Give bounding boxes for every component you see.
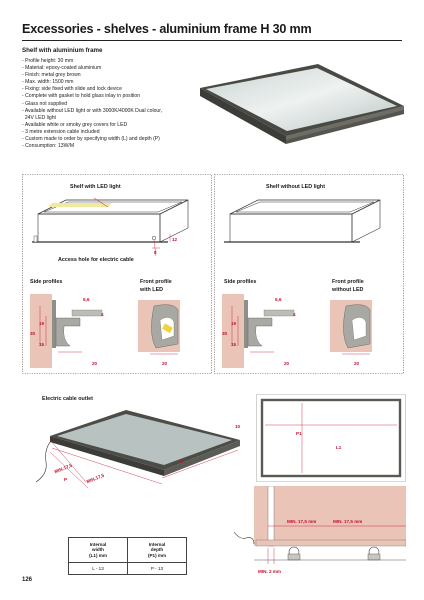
- dim-p-label: P: [64, 477, 68, 482]
- dim-4-label: 4: [293, 312, 296, 317]
- spec-item: - Material: epoxy-coated aluminium: [22, 65, 102, 72]
- shelf-product-image: [190, 60, 410, 170]
- front-profile-label: Front profile: [332, 279, 364, 285]
- dim-min-17-5-label: MIN.17,5: [85, 472, 105, 485]
- dim-30-label: 30: [30, 331, 36, 336]
- dim-20-label: 20: [92, 361, 98, 366]
- spec-item: - Available without LED light or with 3000K/4000K Dual colour,: [22, 107, 163, 114]
- side-profiles-label: Side profiles: [224, 279, 257, 285]
- header-line: Internal: [148, 541, 166, 547]
- cable-outlet-label: Electric cable outlet: [42, 396, 93, 402]
- dim-l1-label: L1: [336, 445, 342, 450]
- dim-20-label: 20: [162, 361, 168, 366]
- dim-5-6-label: 5,6: [83, 297, 90, 302]
- dim-min-17-5mm-label: MIN. 17,5 mm: [287, 519, 317, 524]
- table-row: [69, 563, 187, 575]
- title-rule: [22, 40, 402, 41]
- front-profile-label: Front profile: [140, 279, 172, 285]
- front-profile-sub-label: with LED: [140, 287, 164, 293]
- shelf-install-diagram: [232, 486, 406, 580]
- shelf-plan-diagram: [256, 394, 406, 482]
- diagram-shelf-without-led: [214, 174, 404, 374]
- header-line: (L1) mm: [89, 552, 107, 558]
- table-header-width: [69, 538, 128, 563]
- internal-dimensions-table: [68, 537, 187, 575]
- header-line: Internal: [89, 541, 107, 547]
- spec-item: - Finish: metal grey brown: [22, 72, 81, 79]
- header-line: width: [92, 547, 104, 553]
- page-number: 126: [22, 577, 33, 583]
- dim-20-label: 20: [354, 361, 360, 366]
- table-header-depth: [128, 538, 187, 563]
- spec-item: - Custom made to order by specifying width (L) and depth (P): [22, 136, 160, 143]
- dim-min-2mm-label: MIN. 2 mm: [258, 569, 281, 574]
- diagram-shelf-with-led: [22, 174, 212, 374]
- table-cell: P - 13: [128, 563, 187, 575]
- spec-item: - Available white or smoky grey covers for LED: [22, 121, 128, 128]
- spec-item: - Complete with gasket to hold glass inlay in position: [22, 93, 141, 100]
- page-title: Excessories - shelves - aluminium frame H 30 mm: [22, 22, 312, 36]
- front-profile-sub-label: without LED: [332, 287, 364, 293]
- header-line: depth: [150, 547, 164, 553]
- header-line: (P1) mm: [147, 552, 167, 558]
- spec-item: - 3 metre extension cable included: [22, 128, 100, 135]
- spec-item: - Glass not supplied: [22, 100, 68, 107]
- dim-19-label: 19: [39, 321, 45, 326]
- dim-p1-label: P1: [296, 431, 302, 436]
- section-subtitle: Shelf with aluminium frame: [22, 47, 103, 54]
- dim-4-label: 4: [101, 312, 104, 317]
- dim-15-label: 15: [231, 342, 237, 347]
- spec-item: - Fixing: side fixed with slide and lock device: [22, 86, 122, 93]
- spec-item: - Profile height: 30 mm: [22, 58, 74, 64]
- dim-30-label: 30: [222, 331, 228, 336]
- dim-min-17-5-label: MIN.17,5: [53, 462, 73, 475]
- side-profiles-label: Side profiles: [30, 279, 63, 285]
- dim-15-label: 15: [39, 342, 45, 347]
- shelf-cable-outlet-diagram: [22, 404, 252, 512]
- dim-10-label: 10: [235, 424, 241, 429]
- table-cell: L - 13: [69, 563, 128, 575]
- dim-min-17-5mm-label: MIN. 17,5 mm: [333, 519, 363, 524]
- spec-item: - Max. width: 1500 mm: [22, 79, 74, 86]
- spec-item: 24V LED light: [22, 114, 56, 121]
- with-led-title: Shelf with LED light: [70, 184, 121, 190]
- dim-8-label: 8: [154, 250, 157, 255]
- access-hole-label: Access hole for electric cable: [58, 257, 134, 263]
- dim-19-label: 19: [231, 321, 237, 326]
- dim-l-label: L: [180, 459, 183, 464]
- dim-20-label: 20: [284, 361, 290, 366]
- dim-12-label: 12: [172, 237, 178, 242]
- without-led-title: Shelf without LED light: [266, 184, 325, 190]
- dim-5-6-label: 5,6: [275, 297, 282, 302]
- spec-item: - Consumption: 13W/M: [22, 143, 75, 150]
